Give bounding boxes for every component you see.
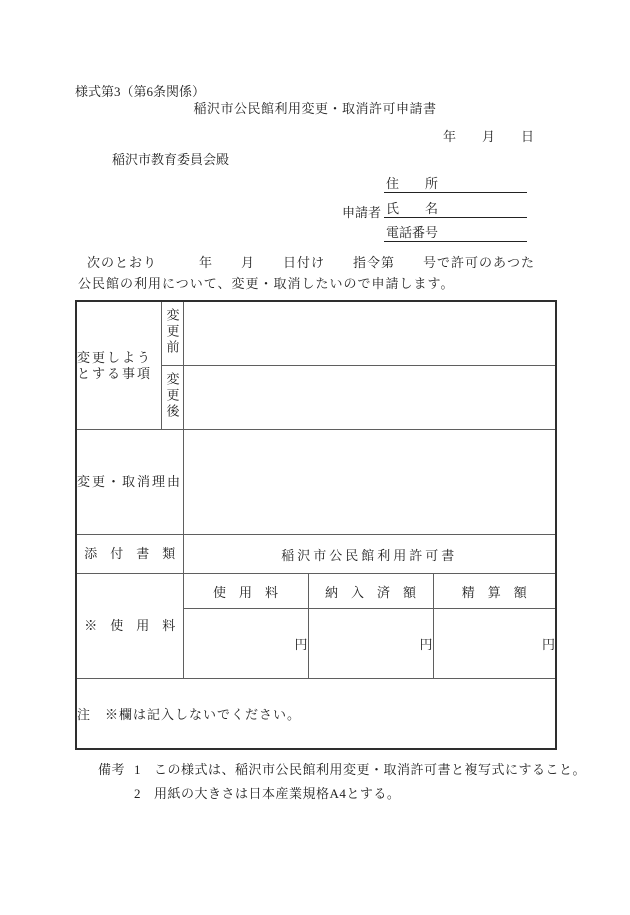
after-change-label: 変更後 — [164, 371, 180, 420]
table-row-fee-headers — [76, 574, 556, 609]
address-label: 住 所 — [386, 176, 439, 191]
after-change-label-cell — [161, 366, 183, 430]
remark-1-text: この様式は、稲沢市公民館利用変更・取消許可書と複写式にすること。 — [154, 762, 587, 777]
remark-2-text: 用紙の大きさは日本産業規格A4とする。 — [154, 786, 401, 801]
fee-column-header-settlement: 精 算 額 — [433, 574, 556, 609]
table-row-attachments — [76, 535, 556, 574]
recipient-line: 稲沢市教育委員会殿 — [112, 152, 230, 167]
applicant-label: 申請者 — [342, 205, 382, 220]
change-items-label-cell — [76, 301, 161, 430]
attachments-label-cell: 添 付 書 類 — [76, 535, 183, 574]
before-change-label: 変更前 — [164, 307, 180, 356]
body-text-line-2: 公民館の利用について、変更・取消したいので申請します。 — [78, 276, 455, 291]
change-items-label-line2: とする事項 — [77, 365, 153, 381]
remark-2-number: 2 — [134, 786, 141, 801]
phone-blank-line — [384, 220, 527, 242]
fee-row-label-cell: ※ 使 用 料 — [76, 574, 183, 679]
after-change-value-cell — [183, 366, 556, 430]
attachments-value-cell: 稲沢市公民館利用許可書 — [183, 535, 556, 574]
body-text-line-1: 次のとおり 年 月 日付け 指令第 号で許可のあつた — [87, 255, 536, 270]
table-row-reason — [76, 430, 556, 535]
name-blank-line — [384, 196, 527, 218]
remarks-label: 備考 — [98, 762, 126, 777]
date-line: 年 月 日 — [443, 129, 535, 144]
note-cell: 注 ※欄は記入しないでください。 — [76, 679, 556, 750]
remark-line-1 — [98, 762, 586, 777]
settlement-amount-cell: 円 — [433, 609, 556, 679]
before-change-value-cell — [183, 301, 556, 366]
usage-fee-amount-cell: 円 — [183, 609, 308, 679]
page-title: 稲沢市公民館利用変更・取消許可申請書 — [193, 101, 437, 116]
address-blank-line — [384, 171, 527, 193]
before-change-label-cell — [161, 301, 183, 366]
remark-1-number: 1 — [134, 762, 141, 777]
paid-amount-cell: 円 — [308, 609, 433, 679]
reason-label-cell: 変更・取消理由 — [76, 430, 183, 535]
reason-value-cell — [183, 430, 556, 535]
fee-column-header-usage: 使 用 料 — [183, 574, 308, 609]
table-row-before-change — [76, 301, 556, 366]
remark-2-spacer — [98, 786, 134, 801]
fee-column-header-paid: 納 入 済 額 — [308, 574, 433, 609]
phone-label: 電話番号 — [386, 225, 439, 240]
change-items-label-line1: 変更しよう — [77, 349, 153, 365]
name-label: 氏 名 — [386, 201, 439, 216]
application-table — [75, 300, 557, 750]
remark-line-2 — [98, 786, 400, 801]
table-row-note — [76, 679, 556, 750]
form-number: 様式第3（第6条関係） — [75, 84, 206, 99]
